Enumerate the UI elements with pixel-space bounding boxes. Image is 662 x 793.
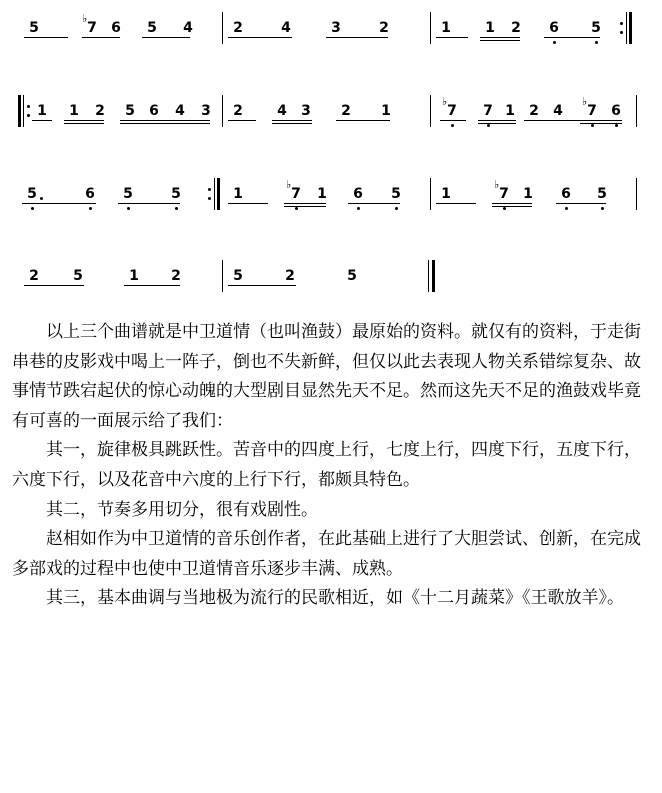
octave-dot-below (127, 207, 130, 210)
note: 2 (379, 20, 389, 36)
octave-dot-below (395, 207, 398, 210)
note: 4 (277, 103, 287, 119)
underline (436, 203, 476, 204)
note: 5 (171, 186, 181, 202)
underline (524, 120, 622, 121)
underline (142, 37, 190, 38)
note: 2 (233, 103, 243, 119)
barline (222, 95, 223, 127)
underline (24, 285, 84, 286)
underline (124, 285, 180, 286)
underline-double (480, 40, 520, 41)
paragraph-point-three: 其三，基本曲调与当地极为流行的民歌相近，如《十二月蔬菜》《王歌放羊》。 (46, 588, 624, 609)
underline-double (478, 123, 516, 124)
flat-sign: ♭ (82, 12, 88, 25)
underline (228, 203, 268, 204)
underline-double (272, 123, 312, 124)
note: 2 (511, 20, 521, 36)
underline-double (120, 123, 210, 124)
barline-thick (432, 260, 435, 292)
note: 5 (29, 20, 39, 36)
repeat-dot (27, 114, 30, 117)
note: 7 (87, 20, 97, 36)
barline (222, 12, 223, 44)
underline (480, 37, 520, 38)
paragraph-point-one: 其一，旋律极具跳跃性。苦音中的四度上行，七度上行，四度下行，五度下行，六度下行，以及花音中六度的上行下行，都颇具特色。 (12, 440, 641, 490)
octave-dot-below (357, 207, 360, 210)
repeat-dot (208, 197, 211, 200)
note: 5 (123, 186, 133, 202)
note: 5 (391, 186, 401, 202)
repeat-dot (620, 22, 623, 25)
note: 6 (85, 186, 95, 202)
note: 7 (447, 103, 457, 119)
note: 1 (505, 103, 515, 119)
underline (22, 203, 96, 204)
underline-double (64, 123, 104, 124)
underline (336, 120, 390, 121)
octave-dot-below (451, 124, 454, 127)
note: 5 (591, 20, 601, 36)
note: 1 (485, 20, 495, 36)
underline (228, 37, 292, 38)
note: 3 (201, 103, 211, 119)
paragraph-composer: 赵相如作为中卫道情的音乐创作者，在此基础上进行了大胆尝试、创新，在完成多部戏的过程中也使中卫道情音乐逐步丰满、成熟。 (12, 529, 641, 579)
note: 1 (441, 20, 451, 36)
note: 5 (233, 268, 243, 284)
underline (556, 203, 606, 204)
underline (120, 120, 210, 121)
underline (82, 37, 120, 38)
note: 4 (281, 20, 291, 36)
underline (228, 285, 296, 286)
barline (23, 95, 24, 127)
underline (32, 120, 52, 121)
octave-dot-below (295, 207, 298, 210)
augmentation-dot (40, 197, 43, 200)
barline-thick (217, 178, 220, 210)
note: 7 (499, 186, 509, 202)
octave-dot-below (595, 41, 598, 44)
note: 3 (331, 20, 341, 36)
underline (544, 37, 600, 38)
octave-dot-below (487, 124, 490, 127)
octave-dot-below (553, 41, 556, 44)
barline (626, 12, 627, 44)
flat-sign: ♭ (582, 95, 588, 108)
flat-sign: ♭ (442, 95, 448, 108)
barline (428, 260, 429, 292)
underline-double (284, 206, 326, 207)
note: 1 (37, 103, 47, 119)
note: 1 (233, 186, 243, 202)
octave-dot-below (89, 207, 92, 210)
underline (272, 120, 312, 121)
note: 6 (561, 186, 571, 202)
octave-dot-below (503, 207, 506, 210)
note: 2 (285, 268, 295, 284)
barline (636, 95, 637, 127)
repeat-dot (27, 105, 30, 108)
note: 6 (149, 103, 159, 119)
note: 3 (301, 103, 311, 119)
article-text (12, 318, 652, 614)
underline (118, 203, 180, 204)
repeat-dot (208, 188, 211, 191)
underline (284, 203, 326, 204)
note: 5 (125, 103, 135, 119)
note: 4 (553, 103, 563, 119)
note: 6 (111, 20, 121, 36)
octave-dot-below (175, 207, 178, 210)
octave-dot-below (591, 124, 594, 127)
barline (222, 260, 223, 292)
jianpu-notation (0, 0, 662, 300)
underline (326, 37, 388, 38)
note: 2 (95, 103, 105, 119)
note: 7 (291, 186, 301, 202)
note: 2 (171, 268, 181, 284)
note: 2 (341, 103, 351, 119)
note: 7 (587, 103, 597, 119)
underline (24, 37, 68, 38)
note: 5 (347, 268, 357, 284)
note: 1 (69, 103, 79, 119)
underline (228, 120, 256, 121)
barline-thick (18, 95, 21, 127)
barline-thick (629, 12, 632, 44)
note: 2 (29, 268, 39, 284)
octave-dot-below (601, 207, 604, 210)
barline (430, 178, 431, 210)
underline-double (580, 123, 622, 124)
barline (430, 95, 431, 127)
octave-dot-below (565, 207, 568, 210)
note: 2 (233, 20, 243, 36)
note: 6 (549, 20, 559, 36)
note: 5 (597, 186, 607, 202)
barline (636, 178, 637, 210)
note: 4 (183, 20, 193, 36)
note: 6 (353, 186, 363, 202)
note: 1 (441, 186, 451, 202)
note: 1 (129, 268, 139, 284)
octave-dot-below (31, 207, 34, 210)
barline (430, 12, 431, 44)
repeat-dot (620, 31, 623, 34)
underline (478, 120, 516, 121)
note: 2 (529, 103, 539, 119)
note: 5 (27, 186, 37, 202)
underline (64, 120, 104, 121)
underline (436, 37, 468, 38)
paragraph-point-two: 其二，节奏多用切分，很有戏剧性。 (46, 499, 318, 520)
note: 6 (611, 103, 621, 119)
paragraph-intro: 以上三个曲谱就是中卫道情（也叫渔鼓）最原始的资料。就仅有的资料，于走街串巷的皮影戏中喝上一阵子，倒也不失新鲜，但仅以此去表现人物关系错综复杂、故事情节跌宕起伏的惊心动魄的大型剧目显然先天不足。然而这先天不足的渔鼓戏毕竟有可喜的一面展示给了我们： (12, 322, 641, 431)
note: 1 (317, 186, 327, 202)
underline (348, 203, 400, 204)
barline (214, 178, 215, 210)
note: 1 (523, 186, 533, 202)
note: 5 (73, 268, 83, 284)
underline (440, 120, 466, 121)
octave-dot-below (615, 124, 618, 127)
underline (492, 203, 532, 204)
underline-double (492, 206, 532, 207)
flat-sign: ♭ (286, 178, 292, 191)
note: 7 (483, 103, 493, 119)
note: 4 (175, 103, 185, 119)
note: 1 (381, 103, 391, 119)
note: 5 (147, 20, 157, 36)
flat-sign: ♭ (494, 178, 500, 191)
